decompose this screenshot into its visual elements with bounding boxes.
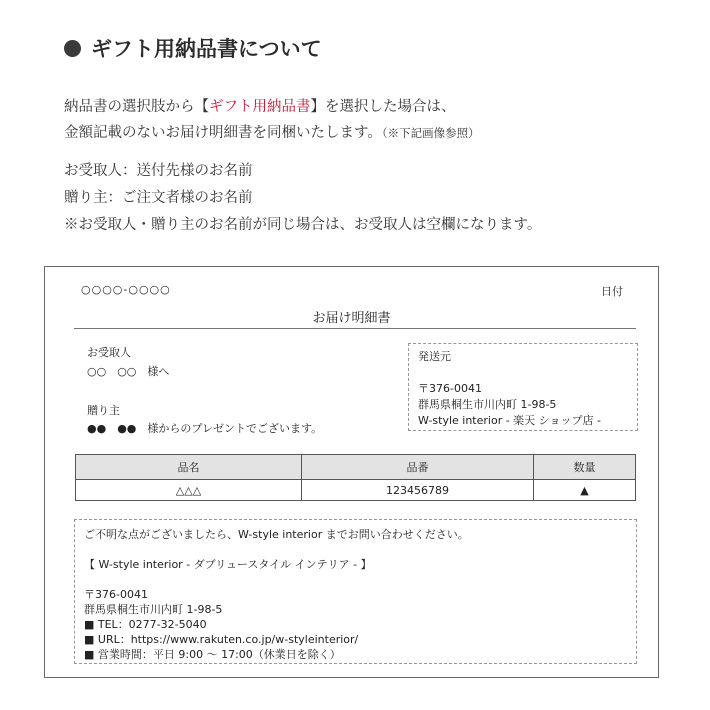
item-quantity-cell: ▲ xyxy=(534,480,636,501)
date-label: 日付 xyxy=(601,285,623,298)
inquiry-text: ご不明な点がございましたら、W-style interior までお問い合わせください。 xyxy=(84,528,469,541)
column-header-quantity: 数量 xyxy=(534,455,636,480)
order-code: ○○○○-○○○○ xyxy=(81,283,171,296)
table-row xyxy=(76,480,636,501)
origin-box xyxy=(408,343,638,431)
same-name-note: ※お受取人・贈り主のお名前が同じ場合は、お受取人は空欄になります。 xyxy=(64,217,542,233)
column-header-name: 品名 xyxy=(76,455,302,480)
intro-image-note: （※下記画像参照） xyxy=(381,126,480,140)
section-heading xyxy=(64,33,322,63)
sender-label: 贈り主 xyxy=(87,404,120,417)
origin-postal: 〒376-0041 xyxy=(418,382,482,395)
recipient-name: ○○ ○○ 様へ xyxy=(87,365,170,378)
intro-line-2-text: 金額記載のないお届け明細書を同梱いたします。 xyxy=(64,125,382,141)
items-table xyxy=(75,454,636,501)
intro-paragraph xyxy=(64,94,480,146)
item-number-cell: 123456789 xyxy=(302,480,534,501)
sender-name: ●● ●● 様からのプレゼントでございます。 xyxy=(87,422,323,435)
definitions xyxy=(64,158,541,239)
intro-line-2 xyxy=(64,120,480,146)
shop-hours: ■ 営業時間：平日 9:00 〜 17:00（休業日を除く） xyxy=(84,648,341,661)
shop-name: 【 W-style interior - ダブリュースタイル インテリア - 】 xyxy=(84,558,372,571)
recipient-definition: お受取人：送付先様のお名前 xyxy=(64,163,253,179)
recipient-label: お受取人 xyxy=(87,346,131,359)
shop-url: ■ URL：https://www.rakuten.co.jp/w-styleinterior/ xyxy=(84,633,359,646)
intro-line-1-prefix: 納品書の選択肢から【 xyxy=(64,99,209,115)
intro-line-1-suffix: 】を選択した場合は、 xyxy=(310,99,456,115)
shop-tel: ■ TEL：0277-32-5040 xyxy=(84,618,207,631)
slip-title: お届け明細書 xyxy=(312,311,391,326)
item-name-cell: △△△ xyxy=(76,480,302,501)
section-heading-text: ギフト用納品書について xyxy=(91,36,322,61)
contact-notice-box xyxy=(74,519,637,664)
delivery-slip-sample xyxy=(44,266,659,678)
table-header-row xyxy=(76,455,636,480)
intro-line-1 xyxy=(64,94,480,120)
gift-slip-highlight: ギフト用納品書 xyxy=(209,99,311,115)
sender-definition: 贈り主：ご注文者様のお名前 xyxy=(64,190,253,206)
title-divider xyxy=(74,328,636,329)
origin-address: 群馬県桐生市川内町 1-98-5 xyxy=(418,398,557,411)
column-header-number: 品番 xyxy=(302,455,534,480)
shop-address: 群馬県桐生市川内町 1-98-5 xyxy=(84,603,223,616)
origin-company: W-style interior - 楽天 ショップ店 - xyxy=(418,414,601,427)
origin-label: 発送元 xyxy=(418,350,451,363)
filled-circle-icon xyxy=(64,40,81,57)
shop-postal: 〒376-0041 xyxy=(84,588,148,601)
